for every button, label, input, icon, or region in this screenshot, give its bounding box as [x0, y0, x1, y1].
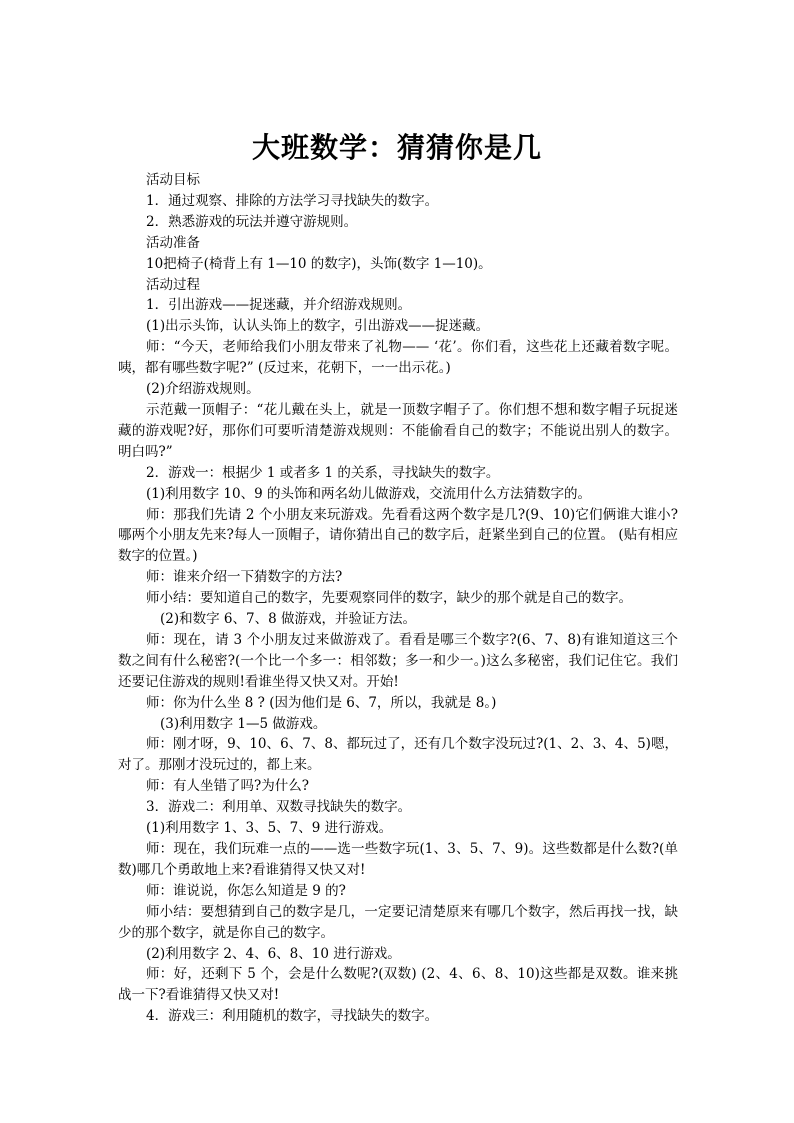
- process-step: 2．游戏一：根据少 1 或者多 1 的关系，寻找缺失的数字。: [146, 464, 500, 481]
- document-body: [118, 170, 678, 1027]
- goal-item: 2．熟悉游戏的玩法并遵守游规则。: [146, 213, 358, 230]
- summary-paragraph: 师小结：要知道自己的数字，先要观察同伴的数字，缺少的那个就是自己的数字。: [146, 590, 632, 607]
- section-heading-process: 活动过程: [146, 276, 200, 293]
- document-title: 大班数学：猜猜你是几: [251, 131, 542, 164]
- dialogue-paragraph: 师：刚才呀，9、10、6、7、8、都玩过了，还有几个数字没玩过?(1、2、3、4、5)嗯，对了。那刚才没玩过的，都上来。: [118, 736, 678, 774]
- process-substep: (1)利用数字 10、9 的头饰和两名幼儿做游戏，交流用什么方法猜数字的。: [146, 485, 591, 502]
- dialogue-paragraph: 师：你为什么坐 8 ? (因为他们是 6、7，所以，我就是 8。): [146, 694, 497, 711]
- process-substep: (3)利用数字 1—5 做游戏。: [160, 715, 327, 732]
- goal-item: 1．通过观察、排除的方法学习寻找缺失的数字。: [146, 192, 439, 209]
- section-heading-goals: 活动目标: [146, 172, 200, 188]
- dialogue-paragraph: 师：那我们先请 2 个小朋友来玩游戏。先看看这两个数字是几?(9、10)它们俩谁大谁小?哪两个小朋友先来?每人一顶帽子，请你猜出自己的数字后，赶紧坐到自己的位置。 (贴有相应数字的位置。): [118, 506, 678, 565]
- preparation-text: 10把椅子(椅背上有 1—10 的数字)，头饰(数字 1—10)。: [146, 255, 492, 272]
- dialogue-paragraph: 师：现在，我们玩难一点的——选一些数字玩(1、3、5、7、9)。这些数都是什么数?(单数)哪几个勇敢地上来?看谁猜得又快又对!: [118, 841, 678, 878]
- process-step: 1．引出游戏——捉迷藏，并介绍游戏规则。: [146, 297, 412, 314]
- process-substep: (1)利用数字 1、3、5、7、9 进行游戏。: [146, 820, 393, 837]
- summary-paragraph: 师小结：要想猜到自己的数字是几，一定要记清楚原来有哪几个数字，然后再找一找，缺少的那个数字，就是你自己的数字。: [118, 903, 678, 941]
- dialogue-paragraph: 师：谁说说，你怎么知道是 9 的?: [146, 882, 346, 899]
- process-substep: (2)和数字 6、7、8 做游戏，并验证方法。: [160, 611, 416, 628]
- process-substep: (2)介绍游戏规则。: [146, 381, 260, 398]
- section-heading-preparation: 活动准备: [146, 234, 200, 251]
- dialogue-paragraph: 师：现在，请 3 个小朋友过来做游戏了。看看是哪三个数字?(6、7、8)有谁知道这三个数之间有什么秘密?(一个比一个多一：相邻数；多一和少一。)这么多秘密，我们记住它。我们还要记住游戏的规则!看谁坐得又快又对。开始!: [118, 631, 678, 690]
- dialogue-paragraph: 师：“今天，老师给我们小朋友带来了礼物—— ‘花’。你们看，这些花上还藏着数字呢。咦，都有哪些数字呢?” (反过来，花朝下，一一出示花。): [118, 339, 678, 377]
- dialogue-paragraph: 示范戴一顶帽子：“花儿戴在头上，就是一顶数字帽子了。你们想不想和数字帽子玩捉迷藏的游戏呢?好，那你们可要听清楚游戏规则：不能偷看自己的数字；不能说出别人的数字。明白吗?”: [118, 401, 678, 460]
- process-substep: (2)利用数字 2、4、6、8、10 进行游戏。: [146, 945, 401, 962]
- dialogue-paragraph: 师：有人坐错了吗?为什么?: [146, 778, 309, 795]
- process-substep: (1)出示头饰，认认头饰上的数字，引出游戏——捉迷藏。: [146, 318, 490, 335]
- process-step: 3．游戏二：利用单、双数寻找缺失的数字。: [146, 799, 412, 816]
- dialogue-paragraph: 师：谁来介绍一下猜数字的方法?: [146, 569, 343, 586]
- dialogue-paragraph: 师：好，还剩下 5 个，会是什么数呢?(双数) (2、4、6、8、10)这些都是双数。谁来挑战一下?看谁猜得又快又对!: [118, 966, 678, 1004]
- process-step: 4．游戏三：利用随机的数字，寻找缺失的数字。: [146, 1008, 439, 1025]
